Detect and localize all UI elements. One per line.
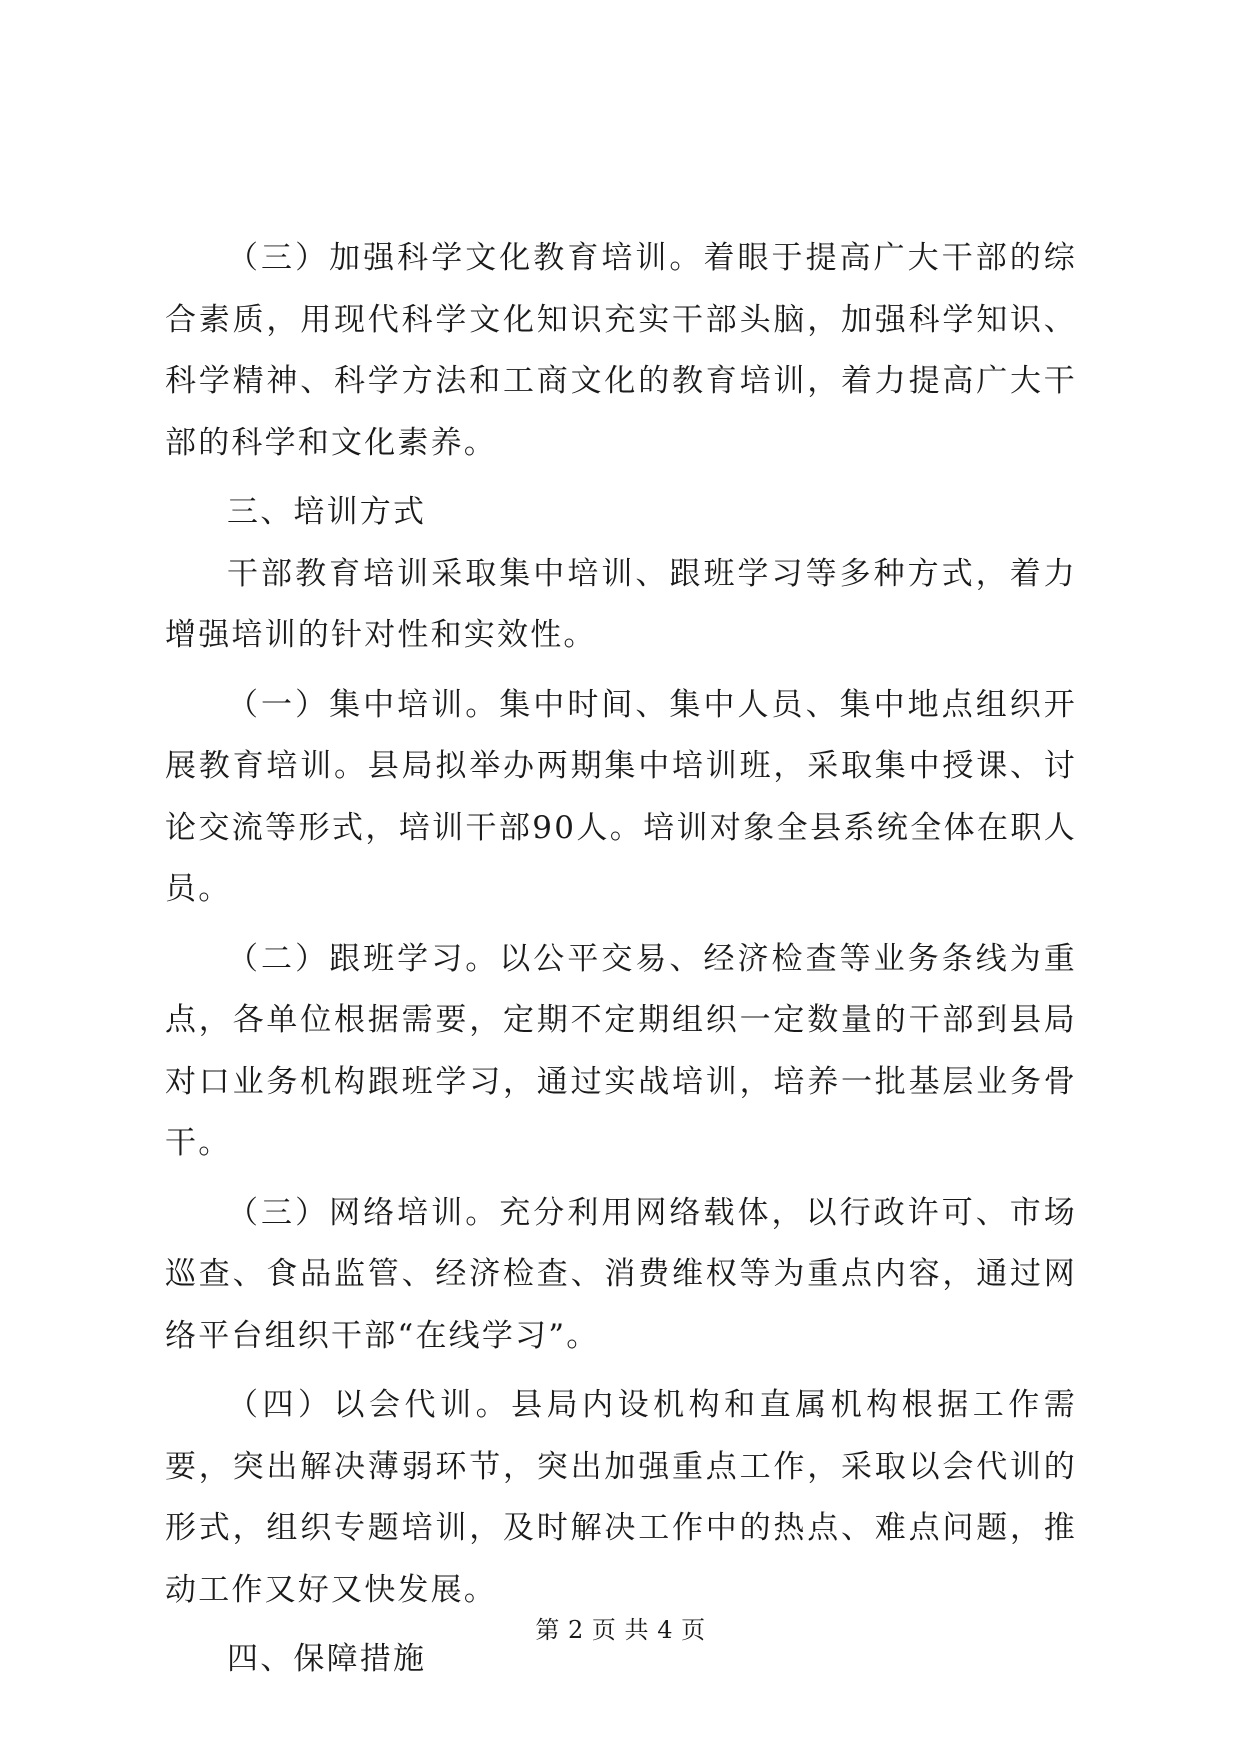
document-body — [165, 228, 1077, 1691]
paragraph-science-culture-training: （三）加强科学文化教育培训。着眼于提高广大干部的综合素质，用现代科学文化知识充实干部头脑，加强科学知识、科学精神、科学方法和工商文化的教育培训，着力提高广大干部的科学和文化素养。 — [165, 240, 1077, 461]
section-heading-safeguard-measures: 四、保障措施 — [227, 1641, 427, 1677]
paragraph-online-training: （三）网络培训。充分利用网络载体，以行政许可、市场巡查、食品监管、经济检查、消费维权等为重点内容，通过网络平台组织干部“在线学习”。 — [165, 1194, 1077, 1354]
page-number-footer: 第 2 页 共 4 页 — [535, 1616, 706, 1644]
paragraph-shadow-learning: （二）跟班学习。以公平交易、经济检查等业务条线为重点，各单位根据需要，定期不定期组织一定数量的干部到县局对口业务机构跟班学习，通过实战培训，培养一批基层业务骨干。 — [165, 940, 1077, 1161]
section-heading-training-methods: 三、培训方式 — [227, 494, 427, 530]
paragraph-centralized-training: （一）集中培训。集中时间、集中人员、集中地点组织开展教育培训。县局拟举办两期集中培训班，采取集中授课、讨论交流等形式，培训干部90人。培训对象全县系统全体在职人员。 — [165, 686, 1077, 907]
paragraph-meeting-training: （四）以会代训。县局内设机构和直属机构根据工作需要，突出解决薄弱环节，突出加强重点工作，采取以会代训的形式，组织专题培训，及时解决工作中的热点、难点问题，推动工作又好又快发展。 — [165, 1387, 1077, 1608]
paragraph-training-methods-intro: 干部教育培训采取集中培训、跟班学习等多种方式，着力增强培训的针对性和实效性。 — [165, 555, 1077, 653]
